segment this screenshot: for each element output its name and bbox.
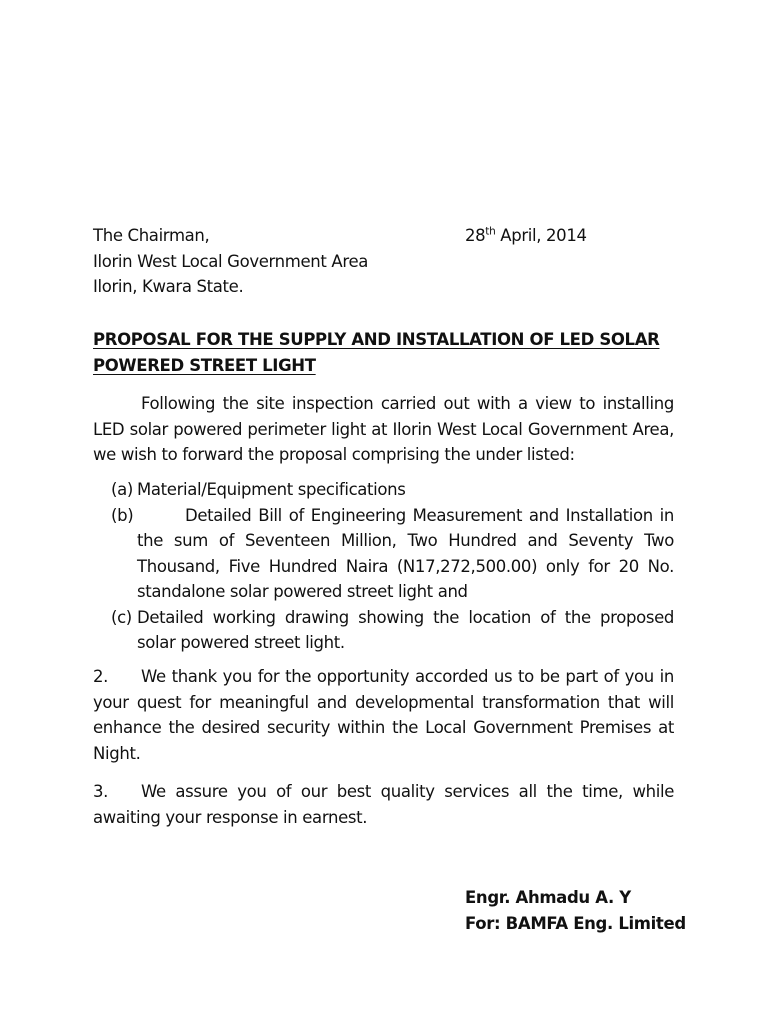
- recipient-line-2: Ilorin West Local Government Area: [93, 251, 369, 271]
- date-suffix: th: [485, 225, 496, 238]
- list-marker: (a): [111, 480, 133, 499]
- recipient-address: [93, 223, 453, 300]
- list-item: [93, 605, 674, 656]
- paragraph-3: [93, 779, 674, 830]
- proposal-list: [93, 477, 674, 656]
- list-item-text: Detailed Bill of Engineering Measurement and Installation in the sum of Seventeen Million, Two Hundred and Seventy Two Thousand, Five Hundred Naira (N17,272,500.00) only for 20 No. standalone solar powered street light and: [137, 505, 674, 601]
- list-marker: (c): [111, 607, 132, 627]
- title-line-1: PROPOSAL FOR THE SUPPLY AND INSTALLATION OF LED SOLAR: [93, 330, 660, 349]
- list-item: [93, 477, 674, 503]
- signature-block: [465, 885, 686, 936]
- title-line-2: POWERED STREET LIGHT: [93, 355, 316, 375]
- list-item-text: Material/Equipment specifications: [137, 480, 406, 499]
- date-rest: April, 2014: [495, 226, 587, 245]
- date-day: 28: [465, 226, 486, 245]
- letter-date: [465, 223, 587, 249]
- signature-company: For: BAMFA Eng. Limited: [465, 913, 686, 933]
- letter-title: [93, 327, 693, 378]
- intro-paragraph: Following the site inspection carried out with a view to installing LED solar powered perimeter light at Ilorin West Local Government Area, we wish to forward the proposal comprising the under listed:: [93, 394, 674, 464]
- paragraph-2-number: 2.: [93, 667, 109, 686]
- paragraph-2-text: We thank you for the opportunity accorded us to be part of you in your quest for meaningful and developmental transformation that will enhance the desired security within the Local Government Premises at Night.: [93, 667, 674, 763]
- paragraph-3-number: 3.: [93, 782, 109, 801]
- paragraph-2: [93, 664, 674, 766]
- list-item-text: Detailed working drawing showing the location of the proposed solar powered street light.: [137, 607, 674, 652]
- list-marker: (b): [111, 505, 134, 525]
- paragraph-3-text: We assure you of our best quality services all the time, while awaiting your response in earnest.: [93, 782, 674, 827]
- list-item: [93, 503, 674, 605]
- recipient-line-3: Ilorin, Kwara State.: [93, 277, 244, 296]
- signature-name: Engr. Ahmadu A. Y: [465, 888, 631, 907]
- recipient-line-1: The Chairman,: [93, 226, 210, 245]
